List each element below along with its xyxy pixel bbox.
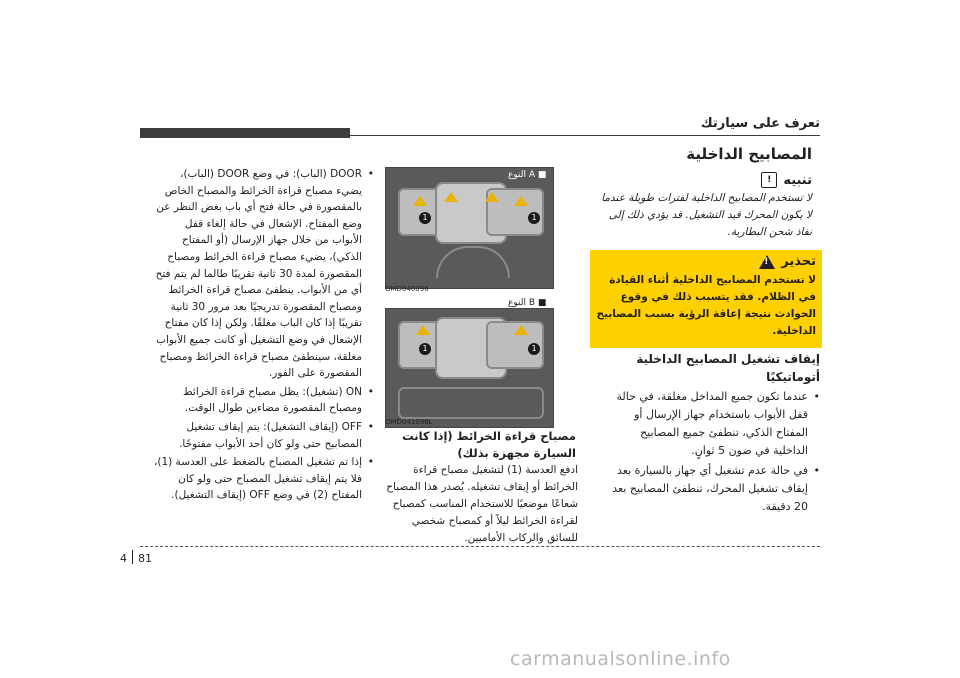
chapter-number: 4 bbox=[120, 552, 127, 565]
console-outline bbox=[398, 387, 544, 419]
warning-heading bbox=[759, 254, 816, 269]
section-title: المصابيح الداخلية bbox=[686, 145, 812, 163]
press-arrow-icon bbox=[413, 196, 427, 206]
caution-text: لا تستخدم المصابيح الداخلية لفترات طويلة عندما لا يكون المحرك قيد التشغيل. قد يؤدي ذلك إلى نفاذ شحن البطارية. bbox=[601, 192, 812, 238]
chapter-heading: تعرف على سيارتك bbox=[700, 116, 820, 131]
console-outline bbox=[436, 246, 510, 278]
map-lamp-title: مصباح قراءة الخرائط (إذا كانت السيارة مجهزة بذلك) bbox=[402, 429, 576, 460]
page-separator bbox=[132, 550, 133, 564]
press-arrow-icon bbox=[514, 325, 528, 335]
off-mode-bullet: • OFF (إيقاف التشغيل): يتم إيقاف تشغيل المصابيح حتى ولو كان أحد الأبواب مفتوحًا. bbox=[152, 419, 374, 452]
caution-triangle-icon: ! bbox=[761, 172, 777, 188]
caution-label: تنبيه bbox=[783, 172, 812, 188]
figure-b-map-lamp bbox=[385, 308, 554, 428]
warning-label: تحذير bbox=[781, 254, 816, 269]
on-mode-bullet: • ON (تشغيل): يظل مصباح قراءة الخرائط ومصباح المقصورة مضاءين طوال الوقت. bbox=[152, 384, 374, 417]
header-bar bbox=[140, 128, 350, 138]
map-lamp-text: ادفع العدسة (1) لتشغيل مصباح قراءة الخرائط أو إيقاف تشغيله. يُصدر هذا المصباح شعاعًا موضعيًا للاستخدام المناسب كمصباح لقراءة الخرائط ليلاً أو كمصباح شخصي للسائق والركاب الأماميين. bbox=[386, 464, 578, 544]
figure-b-code: OMD041096L bbox=[385, 418, 433, 426]
press-arrow-icon bbox=[444, 192, 458, 202]
footer-rule bbox=[140, 546, 820, 547]
auto-off-title: إيقاف تشغيل المصابيح الداخلية أتوماتيكيًا bbox=[636, 352, 820, 384]
callout-1: 1 bbox=[528, 212, 540, 224]
press-arrow-icon bbox=[514, 196, 528, 206]
callout-1: 1 bbox=[419, 343, 431, 355]
figure-a-code: OMD040096 bbox=[385, 285, 429, 293]
callout-1: 1 bbox=[528, 343, 540, 355]
watermark: carmanualsonline.info bbox=[510, 648, 731, 670]
auto-off-list bbox=[610, 388, 820, 518]
warning-text: لا تستخدم المصابيح الداخلية أثناء القيادة في الظلام. فقد يتسبب ذلك في وقوع الحوادث نتيجة إعاقة الرؤية بسبب المصابيح الداخلية. bbox=[596, 274, 816, 337]
figure-a-map-lamp bbox=[385, 167, 554, 289]
door-mode-bullet: • DOOR (الباب): في وضع DOOR (الباب)، يضيء مصباح قراءة الخرائط والمصباح الخاص بالمقصورة في حالة فتح أي باب بغض النظر عن وضع المفتاح. الإشعال في حالة إلغاء قفل الأبواب من خلال جهاز الإرسال (أو المفتاح الذكي)، يضيء مصباح قراءة الخرائط ومصباح المقصورة لمدة 30 ثانية تقريبًا طالما لم يتم فتح أي من الأبواب. ينطفئ مصباح قراءة الخرائط ومصباح المقصورة تدريجيًا بعد مرور 30 ثانية تقريبًا إذا كان الباب مغلقًا. ولكن إذا كان مفتاح الإشعال في وضع التشغيل أو كانت جميع الأبواب مغلقة، سينطفئ مصباح قراءة الخرائط ومصباح المقصورة على الفور. bbox=[152, 166, 374, 382]
note-bullet: • إذا تم تشغيل المصباح بالضغط على العدسة (1)، فلا يتم إيقاف تشغيل المصباح حتى ولو كان المفتاح (2) في وضع OFF (إيقاف التشغيل). bbox=[152, 454, 374, 504]
press-arrow-icon bbox=[416, 325, 430, 335]
lamp-switch-modes bbox=[152, 166, 374, 506]
callout-1: 1 bbox=[419, 212, 431, 224]
header-rule bbox=[140, 135, 820, 136]
auto-off-bullet-2: • في حالة عدم تشغيل أي جهاز بالسيارة بعد إيقاف تشغيل المحرك، تنطفئ المصابيح بعد 20 دقيقة. bbox=[610, 462, 820, 516]
figure-a-label: النوع A ■ bbox=[508, 170, 547, 180]
warning-triangle-icon: ! bbox=[759, 255, 775, 269]
press-arrow-icon bbox=[485, 192, 499, 202]
warning-box bbox=[590, 250, 822, 348]
auto-off-bullet-1: • عندما تكون جميع المداخل مغلقة، في حالة قفل الأبواب باستخدام جهاز الإرسال أو المفتاح الذكي، تنطفئ جميع المصابيح الداخلية في ضون 5 ثوانٍ. bbox=[610, 388, 820, 460]
page-number: 81 bbox=[138, 552, 152, 565]
caution-box bbox=[588, 168, 818, 246]
caution-heading bbox=[761, 172, 812, 188]
figure-b-label: النوع B ■ bbox=[508, 298, 547, 308]
